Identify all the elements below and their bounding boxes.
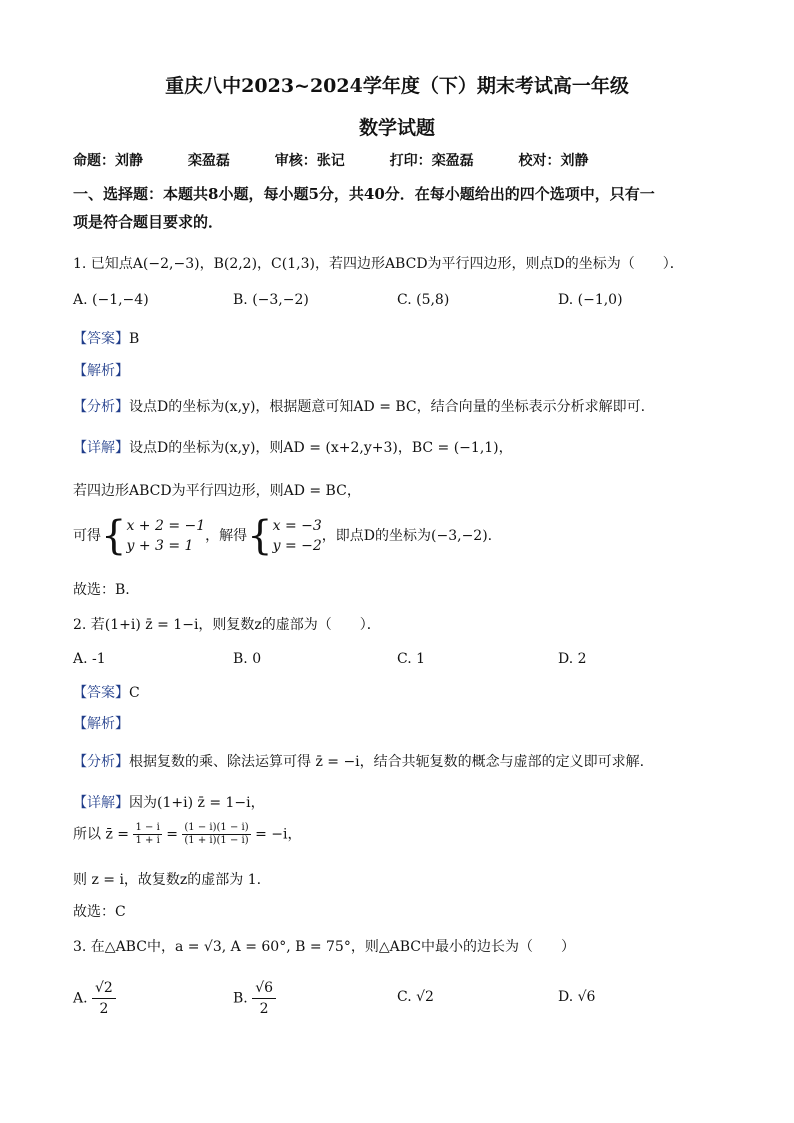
xiangjie-text: 设点D的坐标为(x,y)，则AD = (x+2,y+3)，BC = (−1,1)， [129,440,513,456]
q2-option-d: D. 2 [558,651,587,667]
staff-line [73,150,629,170]
q3-option-b [233,978,276,1019]
q2-answer [73,682,140,702]
option-value: √6 [577,989,596,1005]
xiangjie-tag: 【详解】 [73,795,129,811]
option-label: D. [558,989,574,1005]
q1-fenxi [73,396,645,416]
answer-value: B [129,331,140,347]
q1-equation-system [73,513,493,559]
page-subtitle: 数学试题 [358,117,435,139]
option-value: √2 [416,989,434,1005]
fraction [182,822,250,847]
q1-option-b: B. (−3,−2) [233,292,309,308]
fraction [133,822,161,847]
staff-item: 栾盈磊 [187,153,230,169]
system-2 [273,516,322,556]
eq: y + 3 = 1 [126,538,194,554]
q2-step: 所以 z̄ = $\frac{1 - i}{1 + i}$ = $\frac{(1 - i)(1 - i)}{(1 + i)(1 - i)}$ = −i， [73,822,302,846]
fraction [252,978,276,1019]
q1-option-d: D. (−1,0) [558,292,623,308]
system-1 [126,516,205,556]
denominator: 2 [99,1001,109,1017]
q1-analysis-tag: 【解析】 [73,363,129,379]
q1-option-c: C. (5,8) [397,292,450,308]
page-title: 重庆八中2023~2024学年度（下）期末考试高一年级 [165,75,629,97]
answer-tag: 【答案】 [73,685,129,701]
fenxi-tag: 【分析】 [73,399,129,415]
q3-option-a [73,978,116,1019]
numerator: √2 [92,978,116,999]
answer-tag: 【答案】 [73,331,129,347]
sys-pre: 可得 [73,528,101,544]
step-post: = −i， [255,826,302,843]
numerator: 1 − i [135,822,160,833]
sys-mid: ，解得 [205,528,248,544]
xiangjie-tag: 【详解】 [73,440,129,456]
q3-option-d [558,989,595,1005]
q2-conclusion: 故选：C [73,904,126,920]
eq: x = −3 [272,518,322,534]
fraction [92,978,116,1019]
q2-then: 则 z = i，故复数z的虚部为 1. [73,872,262,888]
q2-xiangjie [73,792,265,812]
left-brace-icon: { [247,513,273,559]
fenxi-tag: 【分析】 [73,754,129,770]
q1-option-a: A. (−1,−4) [73,292,149,308]
eq: y = −2 [272,538,322,554]
option-label: B. [233,990,248,1007]
q1-answer [73,328,139,348]
denominator: 2 [259,1001,269,1017]
section-heading: 一、选择题：本题共8小题，每小题5分，共40分．在每小题给出的四个选项中，只有一 [73,185,655,203]
numerator: √6 [252,978,276,999]
eq: x + 2 = −1 [126,518,206,534]
q1-conclusion: 故选：B. [73,582,130,598]
xiangjie-text: 因为(1+i) z̄ = 1−i， [129,795,265,811]
section-heading-cont: 项是符合题目要求的． [73,213,224,231]
q1-xiangjie-2: 若四边形ABCD为平行四边形，则AD = BC， [73,483,361,499]
sys-post: ，即点D的坐标为(−3,−2). [321,528,493,544]
staff-item: 校对：刘静 [518,153,589,169]
q1-xiangjie [73,437,513,457]
q2-option-c: C. 1 [397,651,426,667]
q2-analysis-tag: 【解析】 [73,716,129,732]
fenxi-text: 设点D的坐标为(x,y)，根据题意可知AD = BC，结合向量的坐标表示分析求解即可. [129,399,646,415]
answer-value: C [129,685,140,701]
option-label: A. [73,990,88,1007]
denominator: (1 + i)(1 − i) [184,835,249,846]
option-label: C. [397,989,412,1005]
numerator: (1 − i)(1 − i) [184,822,249,833]
q2-stem: 2. 若(1+i) z̄ = 1−i，则复数z的虚部为（ ）． [73,617,381,633]
denominator: 1 + i [135,835,160,846]
staff-item: 命题：刘静 [73,153,143,169]
q1-stem: 1. 已知点A(−2,−3)，B(2,2)，C(1,3)，若四边形ABCD为平行四边形，则点D的坐标为（ ）． [73,256,684,272]
step-pre: 所以 z̄ = [73,826,130,843]
fenxi-text: 根据复数的乘、除法运算可得 z̄ = −i，结合共轭复数的概念与虚部的定义即可求解. [129,754,645,770]
q2-fenxi [73,751,644,771]
q3-option-c [397,989,434,1005]
staff-item: 审核：张记 [274,153,345,169]
q2-option-b: B. 0 [233,651,262,667]
staff-item: 打印：栾盈磊 [389,153,474,169]
left-brace-icon: { [101,513,127,559]
q3-stem: 3. 在△ABC中，a = √3, A = 60°, B = 75°，则△ABC中最小的边长为（ ） [73,939,575,955]
q2-option-a: A. -1 [73,651,106,667]
